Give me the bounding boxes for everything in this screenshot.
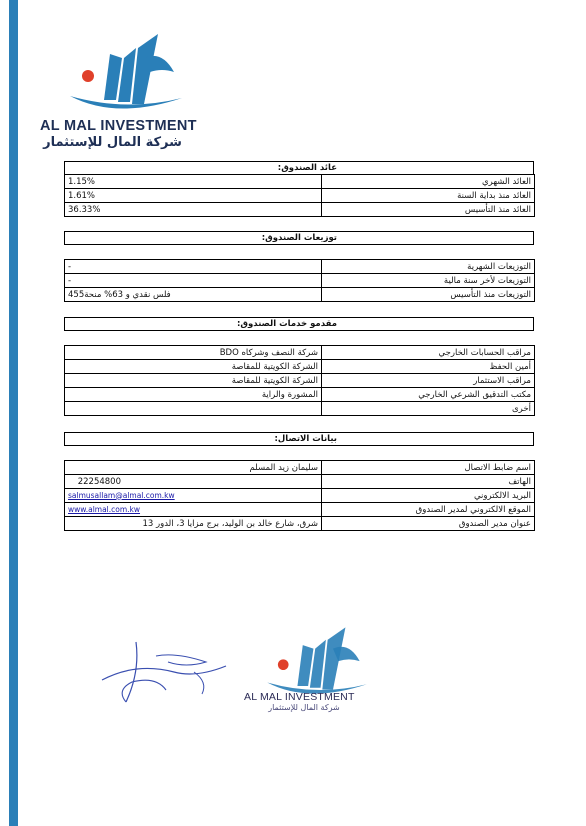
table-row	[65, 461, 535, 475]
row-label: التوزيعات الشهرية	[322, 260, 535, 274]
row-label: أمين الحفظ	[322, 360, 535, 374]
email-link[interactable]: salmusallam@almal.com.kw	[68, 490, 175, 500]
table-row	[65, 189, 535, 203]
row-value	[65, 402, 322, 416]
row-value: 1.15%	[65, 175, 322, 189]
stamp-name-arabic: شركة المال للإستثمار	[268, 703, 340, 712]
table-row	[65, 175, 535, 189]
table-row	[65, 374, 535, 388]
fund-return-table	[64, 174, 535, 217]
row-label: أخرى	[322, 402, 535, 416]
address-value: شرق، شارع خالد بن الوليد، برج مزايا 3، الدور 13	[65, 517, 322, 531]
table-row	[65, 402, 535, 416]
brand-name-english: AL MAL INVESTMENT	[40, 118, 197, 134]
table-row	[65, 517, 535, 531]
table-row	[65, 288, 535, 302]
row-label: التوزيعات لأخر سنة مالية	[322, 274, 535, 288]
table-row	[65, 203, 535, 217]
handwritten-signature	[96, 632, 236, 716]
stamp-logo-icon	[262, 622, 372, 702]
distributions-table	[64, 259, 535, 302]
row-value: -	[65, 274, 322, 288]
table-row	[65, 388, 535, 402]
row-label: البريد الالكتروني	[322, 489, 535, 503]
brand-name-arabic: شركة المال للإستثمار	[43, 135, 182, 150]
distributions-header: توزيعات الصندوق:	[64, 231, 534, 245]
row-label: مراقب الاستثمار	[322, 374, 535, 388]
contact-header: بيانات الاتصال:	[64, 432, 534, 446]
row-label: العائد منذ التأسيس	[322, 203, 535, 217]
row-value: -	[65, 260, 322, 274]
contact-officer-name: سليمان زيد المسلم	[65, 461, 322, 475]
table-row	[65, 503, 535, 517]
row-label: الموقع الالكتروني لمدير الصندوق	[322, 503, 535, 517]
table-row	[65, 475, 535, 489]
row-value: شركة النصف وشركاه BDO	[65, 346, 322, 360]
phone-number: 22254800	[65, 475, 322, 489]
row-value: 455فلس نقدي و 63% منحة	[65, 288, 322, 302]
row-value: 1.61%	[65, 189, 322, 203]
table-row	[65, 260, 535, 274]
table-row	[65, 346, 535, 360]
row-label: العائد منذ بداية السنة	[322, 189, 535, 203]
table-row	[65, 360, 535, 374]
logo-mark-icon	[66, 28, 186, 118]
row-value: المشورة والراية	[65, 388, 322, 402]
row-label: العائد الشهري	[322, 175, 535, 189]
row-label: التوزيعات منذ التأسيس	[322, 288, 535, 302]
row-label: عنوان مدير الصندوق	[322, 517, 535, 531]
left-accent-bar	[9, 0, 18, 826]
row-label: اسم ضابط الاتصال	[322, 461, 535, 475]
fund-return-header: عائد الصندوق:	[64, 161, 534, 175]
service-providers-table	[64, 345, 535, 416]
service-providers-header: مقدمو خدمات الصندوق:	[64, 317, 534, 331]
row-label: مراقب الحسابات الخارجي	[322, 346, 535, 360]
row-value: الشركة الكويتية للمقاصة	[65, 374, 322, 388]
row-label: مكتب التدقيق الشرعي الخارجي	[322, 388, 535, 402]
row-label: الهاتف	[322, 475, 535, 489]
table-row	[65, 274, 535, 288]
row-value: 36.33%	[65, 203, 322, 217]
stamp-name-english: AL MAL INVESTMENT	[244, 691, 355, 703]
contact-table	[64, 460, 535, 531]
table-row	[65, 489, 535, 503]
website-link[interactable]: www.almal.com.kw	[68, 504, 141, 514]
row-value: الشركة الكويتية للمقاصة	[65, 360, 322, 374]
